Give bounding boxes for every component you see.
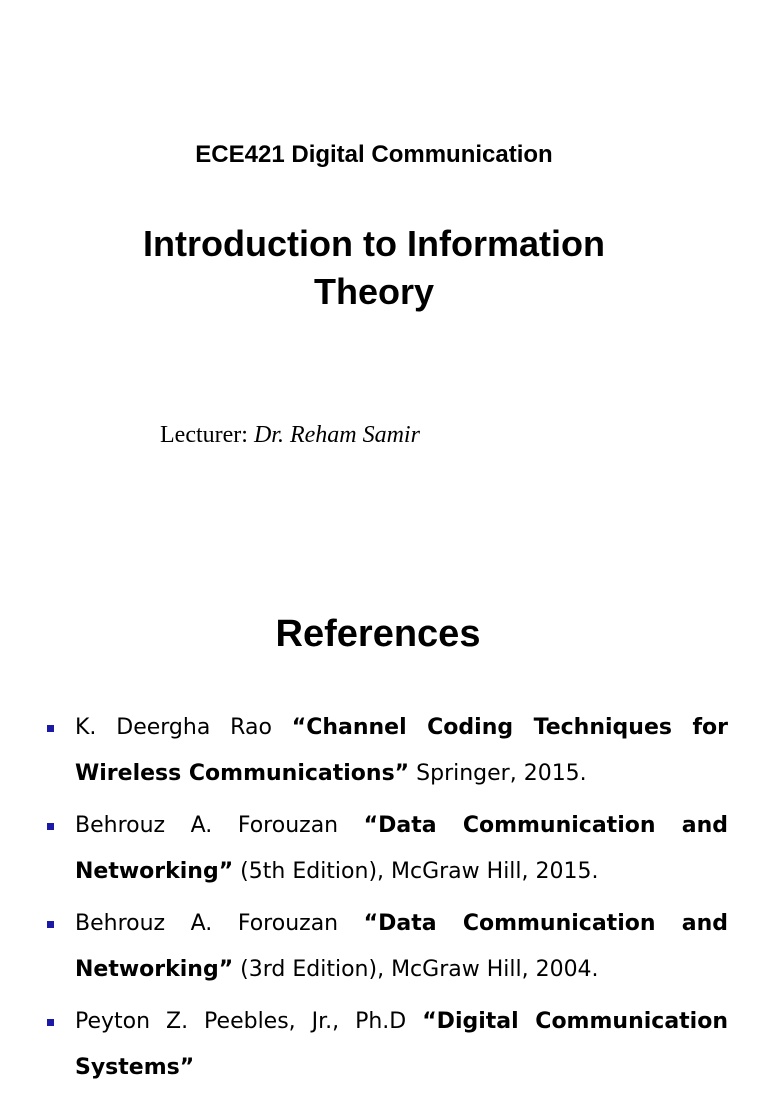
course-title: ECE421 Digital Communication <box>195 141 553 168</box>
lecturer-label: Lecturer: <box>160 422 248 448</box>
square-bullet-icon <box>47 921 54 928</box>
main-title <box>0 220 748 316</box>
title-slide <box>0 0 768 512</box>
square-bullet-icon <box>47 725 54 732</box>
reference-title: “Data Communication and Networking” <box>75 911 728 982</box>
reference-details: (3rd Edition), McGraw Hill, 2004. <box>233 957 599 982</box>
main-title-line-2: Theory <box>313 271 435 312</box>
reference-item <box>0 803 768 895</box>
reference-item <box>0 901 768 993</box>
reference-title: “Digital Communication Systems” <box>75 1009 728 1080</box>
reference-author: Behrouz A. Forouzan <box>75 813 364 838</box>
square-bullet-icon <box>47 1019 54 1026</box>
reference-title: “Channel Coding Techniques for Wireless Communications” <box>75 715 728 786</box>
references-list <box>0 705 768 1097</box>
reference-details: Springer, 2015. <box>409 761 587 786</box>
reference-item <box>0 999 768 1091</box>
references-heading: References <box>275 613 481 655</box>
lecturer-line <box>160 420 420 450</box>
reference-item <box>0 705 768 797</box>
reference-title: “Data Communication and Networking” <box>75 813 728 884</box>
reference-author: K. Deergha Rao <box>75 715 292 740</box>
lecturer-name: Dr. Reham Samir <box>253 422 420 448</box>
main-title-line-1: Introduction to Information <box>143 223 605 264</box>
reference-author: Peyton Z. Peebles, Jr., Ph.D <box>75 1009 423 1034</box>
square-bullet-icon <box>47 823 54 830</box>
reference-details: (5th Edition), McGraw Hill, 2015. <box>233 859 599 884</box>
reference-author: Behrouz A. Forouzan <box>75 911 364 936</box>
